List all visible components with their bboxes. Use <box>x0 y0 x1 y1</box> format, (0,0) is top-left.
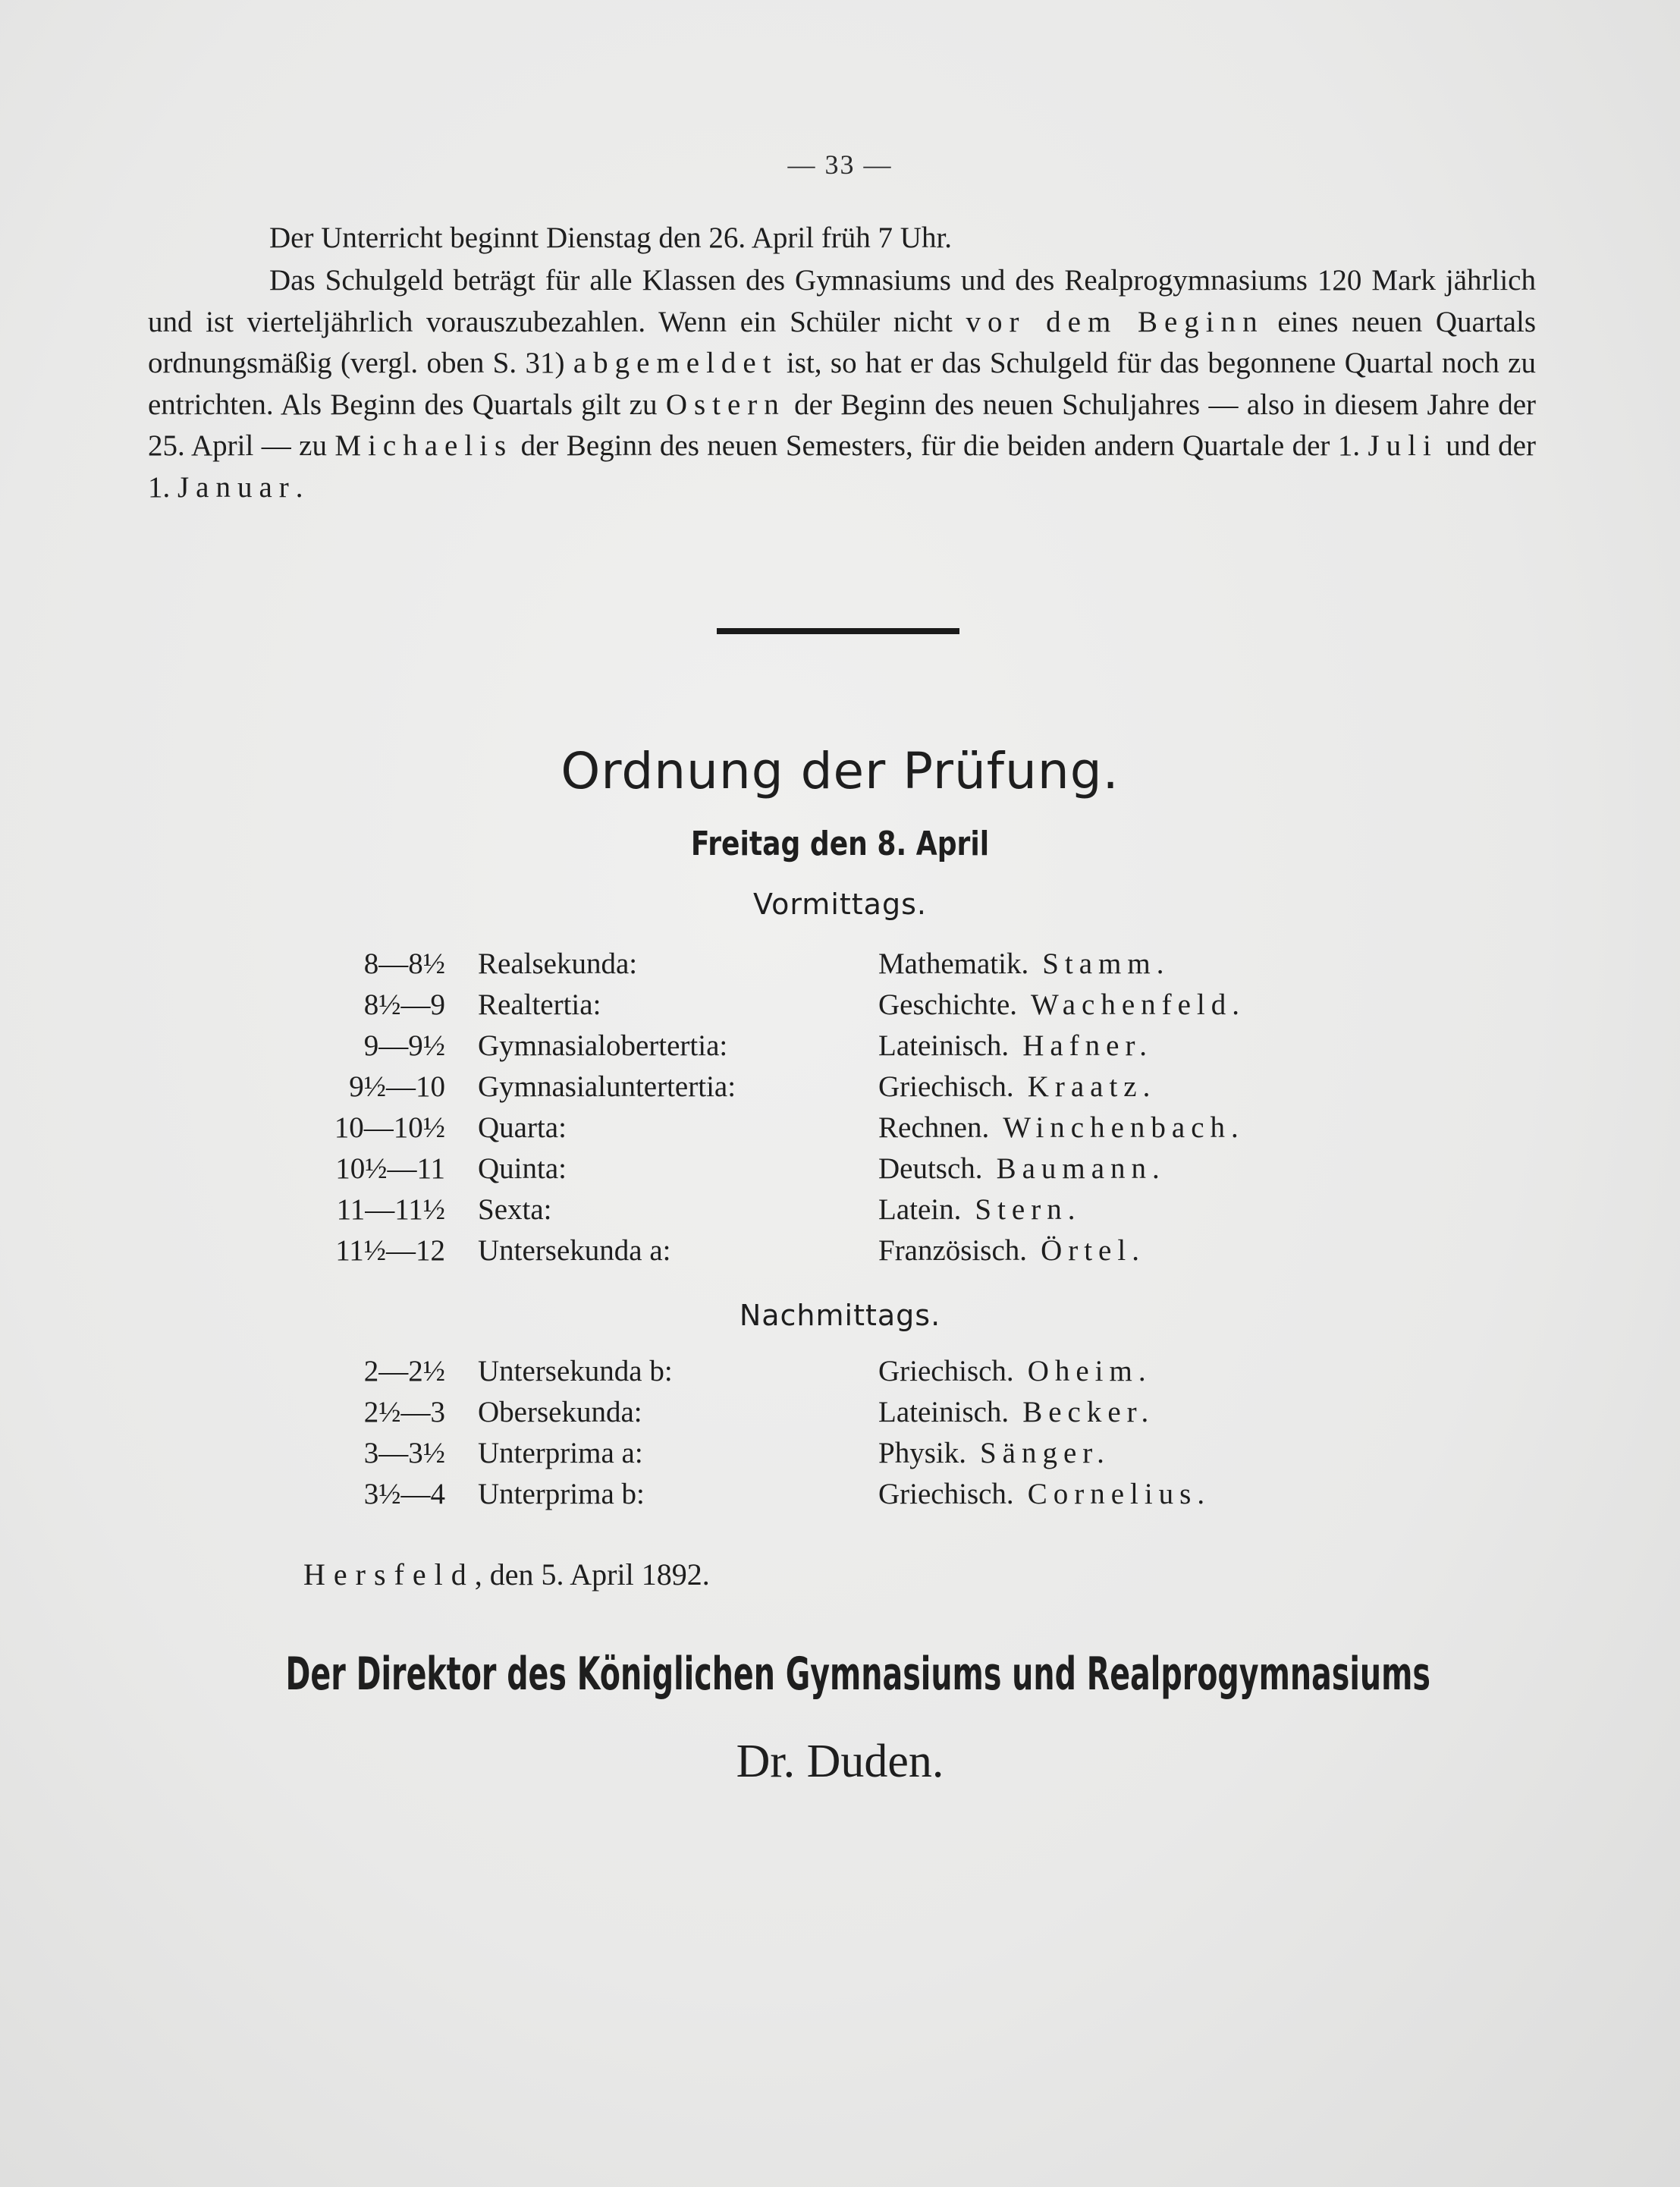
subject-teacher <box>878 1436 1110 1470</box>
schedule-row <box>0 1477 1680 1518</box>
teacher: Becker. <box>1022 1396 1155 1428</box>
class-name: Realtertia: <box>478 988 601 1021</box>
teacher: Sänger. <box>979 1437 1110 1469</box>
paragraph-start-of-lessons: Der Unterricht beginnt Dienstag den 26. April früh 7 Uhr. <box>269 222 953 254</box>
text-segment: der Beginn des neuen Semesters, für die beiden andern Quartale der 1. <box>513 429 1368 462</box>
subject-teacher <box>878 1395 1154 1429</box>
time-slot: 9—9½ <box>363 1029 445 1062</box>
class-name: Sexta: <box>478 1193 552 1226</box>
schedule-row <box>0 1233 1680 1274</box>
class-name: Gymnasialuntertertia: <box>478 1070 736 1103</box>
teacher: Kraatz. <box>1027 1070 1157 1103</box>
director-title: Der Direktor des Königlichen Gymnasiums und Realprogymnasiums <box>285 1648 1430 1701</box>
place-name: Hersfeld <box>303 1557 475 1592</box>
teacher: Hafner. <box>1022 1029 1154 1062</box>
text-segment: . <box>295 470 303 504</box>
subject: Deutsch. <box>878 1152 983 1185</box>
subject-teacher <box>878 1233 1145 1268</box>
class-name: Obersekunda: <box>478 1396 642 1428</box>
subject-teacher <box>878 947 1170 981</box>
time-slot: 2½—3 <box>363 1396 445 1428</box>
text-segment: der Beginn des neuen Schuljahres — also in diesem Jahre der 25. April — zu <box>148 388 1536 462</box>
subject: Mathematik. <box>878 947 1029 980</box>
time-slot: 11—11½ <box>336 1193 445 1226</box>
exam-order-title: Ordnung der Prüfung. <box>561 742 1119 800</box>
paragraph-school-fees <box>148 260 1536 508</box>
teacher: Wachenfeld. <box>1031 988 1246 1021</box>
schedule-row <box>0 1029 1680 1070</box>
class-name: Realsekunda: <box>478 947 638 980</box>
morning-heading: Vormittags. <box>753 888 927 921</box>
teacher: Örtel. <box>1041 1234 1145 1267</box>
time-slot: 3½—4 <box>363 1478 445 1510</box>
subject-teacher <box>878 1070 1156 1104</box>
afternoon-heading: Nachmittags. <box>739 1299 941 1332</box>
text-segment: ist, so hat er das Schulgeld für das begonnene Quartal noch zu entrichten. Als Beginn des Quartals gilt zu <box>148 347 1536 421</box>
subject: Griechisch. <box>878 1070 1014 1103</box>
subject: Physik. <box>878 1437 966 1469</box>
schedule-row <box>0 988 1680 1029</box>
time-slot: 2—2½ <box>363 1355 445 1387</box>
exam-day: Freitag den 8. April <box>690 825 990 863</box>
teacher: Oheim. <box>1027 1355 1152 1387</box>
schedule-row <box>0 1395 1680 1436</box>
spaced-text: Ostern <box>665 388 786 421</box>
schedule-row <box>0 1111 1680 1152</box>
schedule-row <box>0 1192 1680 1233</box>
time-slot: 3—3½ <box>363 1437 445 1469</box>
time-slot: 8½—9 <box>363 988 445 1021</box>
subject: Rechnen. <box>878 1111 990 1144</box>
subject-teacher <box>878 1111 1245 1145</box>
teacher: Stern. <box>975 1193 1082 1226</box>
subject-teacher <box>878 1192 1081 1227</box>
time-slot: 10½—11 <box>335 1152 445 1185</box>
text-segment: und der 1. <box>148 429 1536 504</box>
page-number: — 33 — <box>787 149 893 180</box>
spaced-text: abgemeldet <box>573 347 778 379</box>
subject: Lateinisch. <box>878 1396 1010 1428</box>
teacher: Baumann. <box>996 1152 1166 1185</box>
afternoon-schedule <box>0 1354 1680 1518</box>
subject: Griechisch. <box>878 1355 1014 1387</box>
subject: Latein. <box>878 1193 962 1226</box>
class-name: Gymnasialobertertia: <box>478 1029 728 1062</box>
time-slot: 9½—10 <box>349 1070 445 1103</box>
text-segment: Das Schulgeld beträgt für alle Klassen des Gymnasiums und des Realprogymnasiums 120 Mark jährlich und ist vierteljährlich vorauszubezahlen. Wenn ein Schüler nicht <box>148 264 1536 338</box>
subject-teacher <box>878 1152 1166 1186</box>
subject-teacher <box>878 1477 1211 1511</box>
class-name: Unterprima a: <box>478 1437 643 1469</box>
class-name: Untersekunda a: <box>478 1234 671 1267</box>
signature-name: Dr. Duden. <box>736 1736 944 1787</box>
schedule-row <box>0 1354 1680 1395</box>
time-slot: 8—8½ <box>363 947 445 980</box>
time-slot: 11½—12 <box>335 1234 445 1267</box>
subject-teacher <box>878 1029 1153 1063</box>
teacher: Winchenbach. <box>1003 1111 1245 1144</box>
schedule-row <box>0 947 1680 988</box>
class-name: Untersekunda b: <box>478 1355 673 1387</box>
schedule-row <box>0 1152 1680 1192</box>
subject: Lateinisch. <box>878 1029 1010 1062</box>
class-name: Quarta: <box>478 1111 567 1144</box>
date-text: , den 5. April 1892. <box>474 1557 710 1592</box>
class-name: Unterprima b: <box>478 1478 645 1510</box>
class-name: Quinta: <box>478 1152 567 1185</box>
divider-rule <box>717 628 959 634</box>
time-slot: 10—10½ <box>334 1111 445 1144</box>
subject-teacher <box>878 1354 1152 1388</box>
morning-schedule <box>0 947 1680 1274</box>
subject: Französisch. <box>878 1234 1028 1267</box>
place-date-line <box>303 1557 710 1592</box>
spaced-text: Januar <box>177 470 296 504</box>
spaced-text: Michaelis <box>334 429 513 462</box>
subject: Geschichte. <box>878 988 1018 1021</box>
schedule-row <box>0 1436 1680 1477</box>
teacher: Cornelius. <box>1027 1478 1211 1510</box>
teacher: Stamm. <box>1042 947 1170 980</box>
spaced-text: vor dem Beginn <box>966 305 1264 338</box>
spaced-text: Juli <box>1368 429 1438 462</box>
text-segment: eines neuen Quartals ordnungsmäßig (vergl. oben S. 31) <box>148 305 1537 379</box>
subject-teacher <box>878 988 1245 1022</box>
schedule-row <box>0 1070 1680 1111</box>
subject: Griechisch. <box>878 1478 1014 1510</box>
